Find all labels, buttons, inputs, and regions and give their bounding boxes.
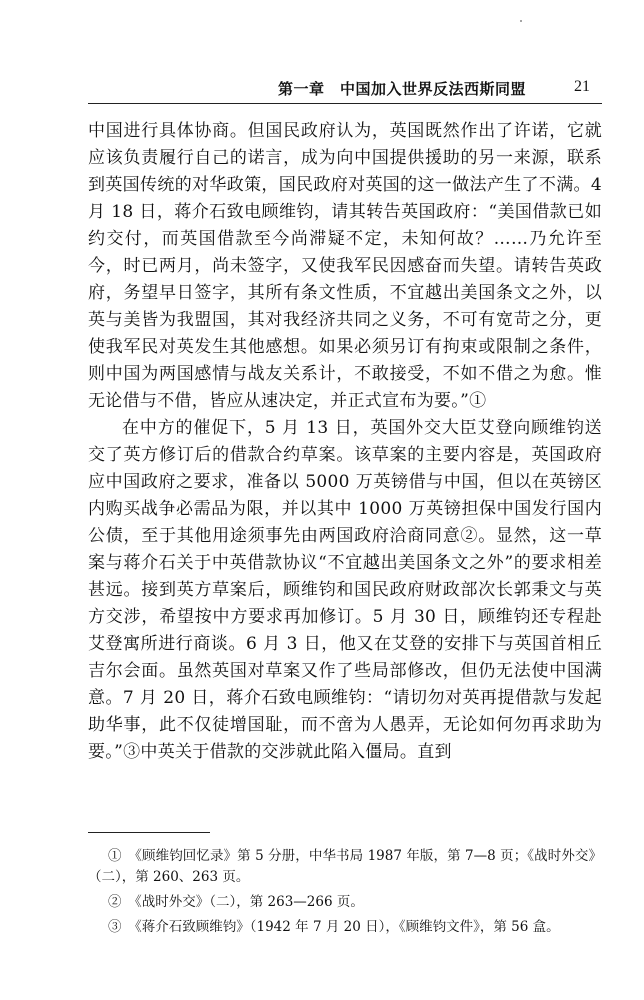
header-rule [88, 103, 602, 104]
paragraph-1: 中国进行具体协商。但国民政府认为，英国既然作出了许诺，它就应该负责履行自己的诺言，成为向中国提供援助的另一来源，联系到英国传统的对华政策，国民政府对英国的这一做法产生了不满。4 月 18 日，蒋介石致电顾维钧，请其转告英国政府：“美国借款已如约交付，而英国借款至今尚滞疑不定，未知何故？……乃允许至今，时已两月，尚未签字，又使我军民因感奋而失望。请转告英政府，务望早日签字，其所有条文性质，不宜越出美国条文之外，以英与美皆为我盟国，其对我经济共同之义务，不可有宽苛之分，更使我军民对英发生其他感想。如果必须另订有拘束或限制之条件，则中国为两国感情与战友关系计，不敢接受，不如不借之为愈。惟无论借与不借，皆应从速决定，并正式宣布为要。”① [88, 121, 602, 411]
footnote-2: ② 《战时外交》（二），第 263—266 页。 [108, 894, 364, 910]
running-header [88, 70, 602, 104]
footnote-3: ③ 《蒋介石致顾维钧》（1942 年 7 月 20 日），《顾维钧文件》，第 56 盒。 [108, 919, 560, 935]
paragraph-2: 在中方的催促下，5 月 13 日，英国外交大臣艾登向顾维钧送交了英方修订后的借款合约草案。该草案的主要内容是，英国政府应中国政府之要求，准备以 5000 万英镑借与中国，但以在英镑区内购买战争必需品为限，并以其中 1000 万英镑担保中国发行国内公债，至于其他用途须事先由两国政府洽商同意②。显然，这一草案与蒋介石关于中英借款协议“不宜越出美国条文之外”的要求相差甚远。接到英方草案后，顾维钧和国民政府财政部次长郭秉文与英方交涉，希望按中方要求再加修订。5 月 30 日，顾维钧还专程赴艾登寓所进行商谈。6 月 3 日，他又在艾登的安排下与英国首相丘吉尔会面。虽然英国对草案又作了些局部修改，但仍无法使中国满意。7 月 20 日，蒋介石致电顾维钧：“请切勿对英再提借款与发起助华事，此不仅徒增国耻，而不啻为人愚弄，无论如何勿再求助为要。”③中英关于借款的交涉就此陷入僵局。直到 [88, 418, 602, 762]
footnote-1: ① 《顾维钧回忆录》第 5 分册，中华书局 1987 年版，第 7—8 页；《战时外交》（二），第 260、263 页。 [88, 848, 602, 885]
chapter-title: 第一章 中国加入世界反法西斯同盟 [278, 80, 527, 98]
footnotes [88, 846, 602, 942]
page-number: 21 [574, 78, 590, 95]
footnote-rule [88, 832, 210, 833]
scan-speck [520, 20, 522, 22]
body-text [88, 118, 602, 766]
